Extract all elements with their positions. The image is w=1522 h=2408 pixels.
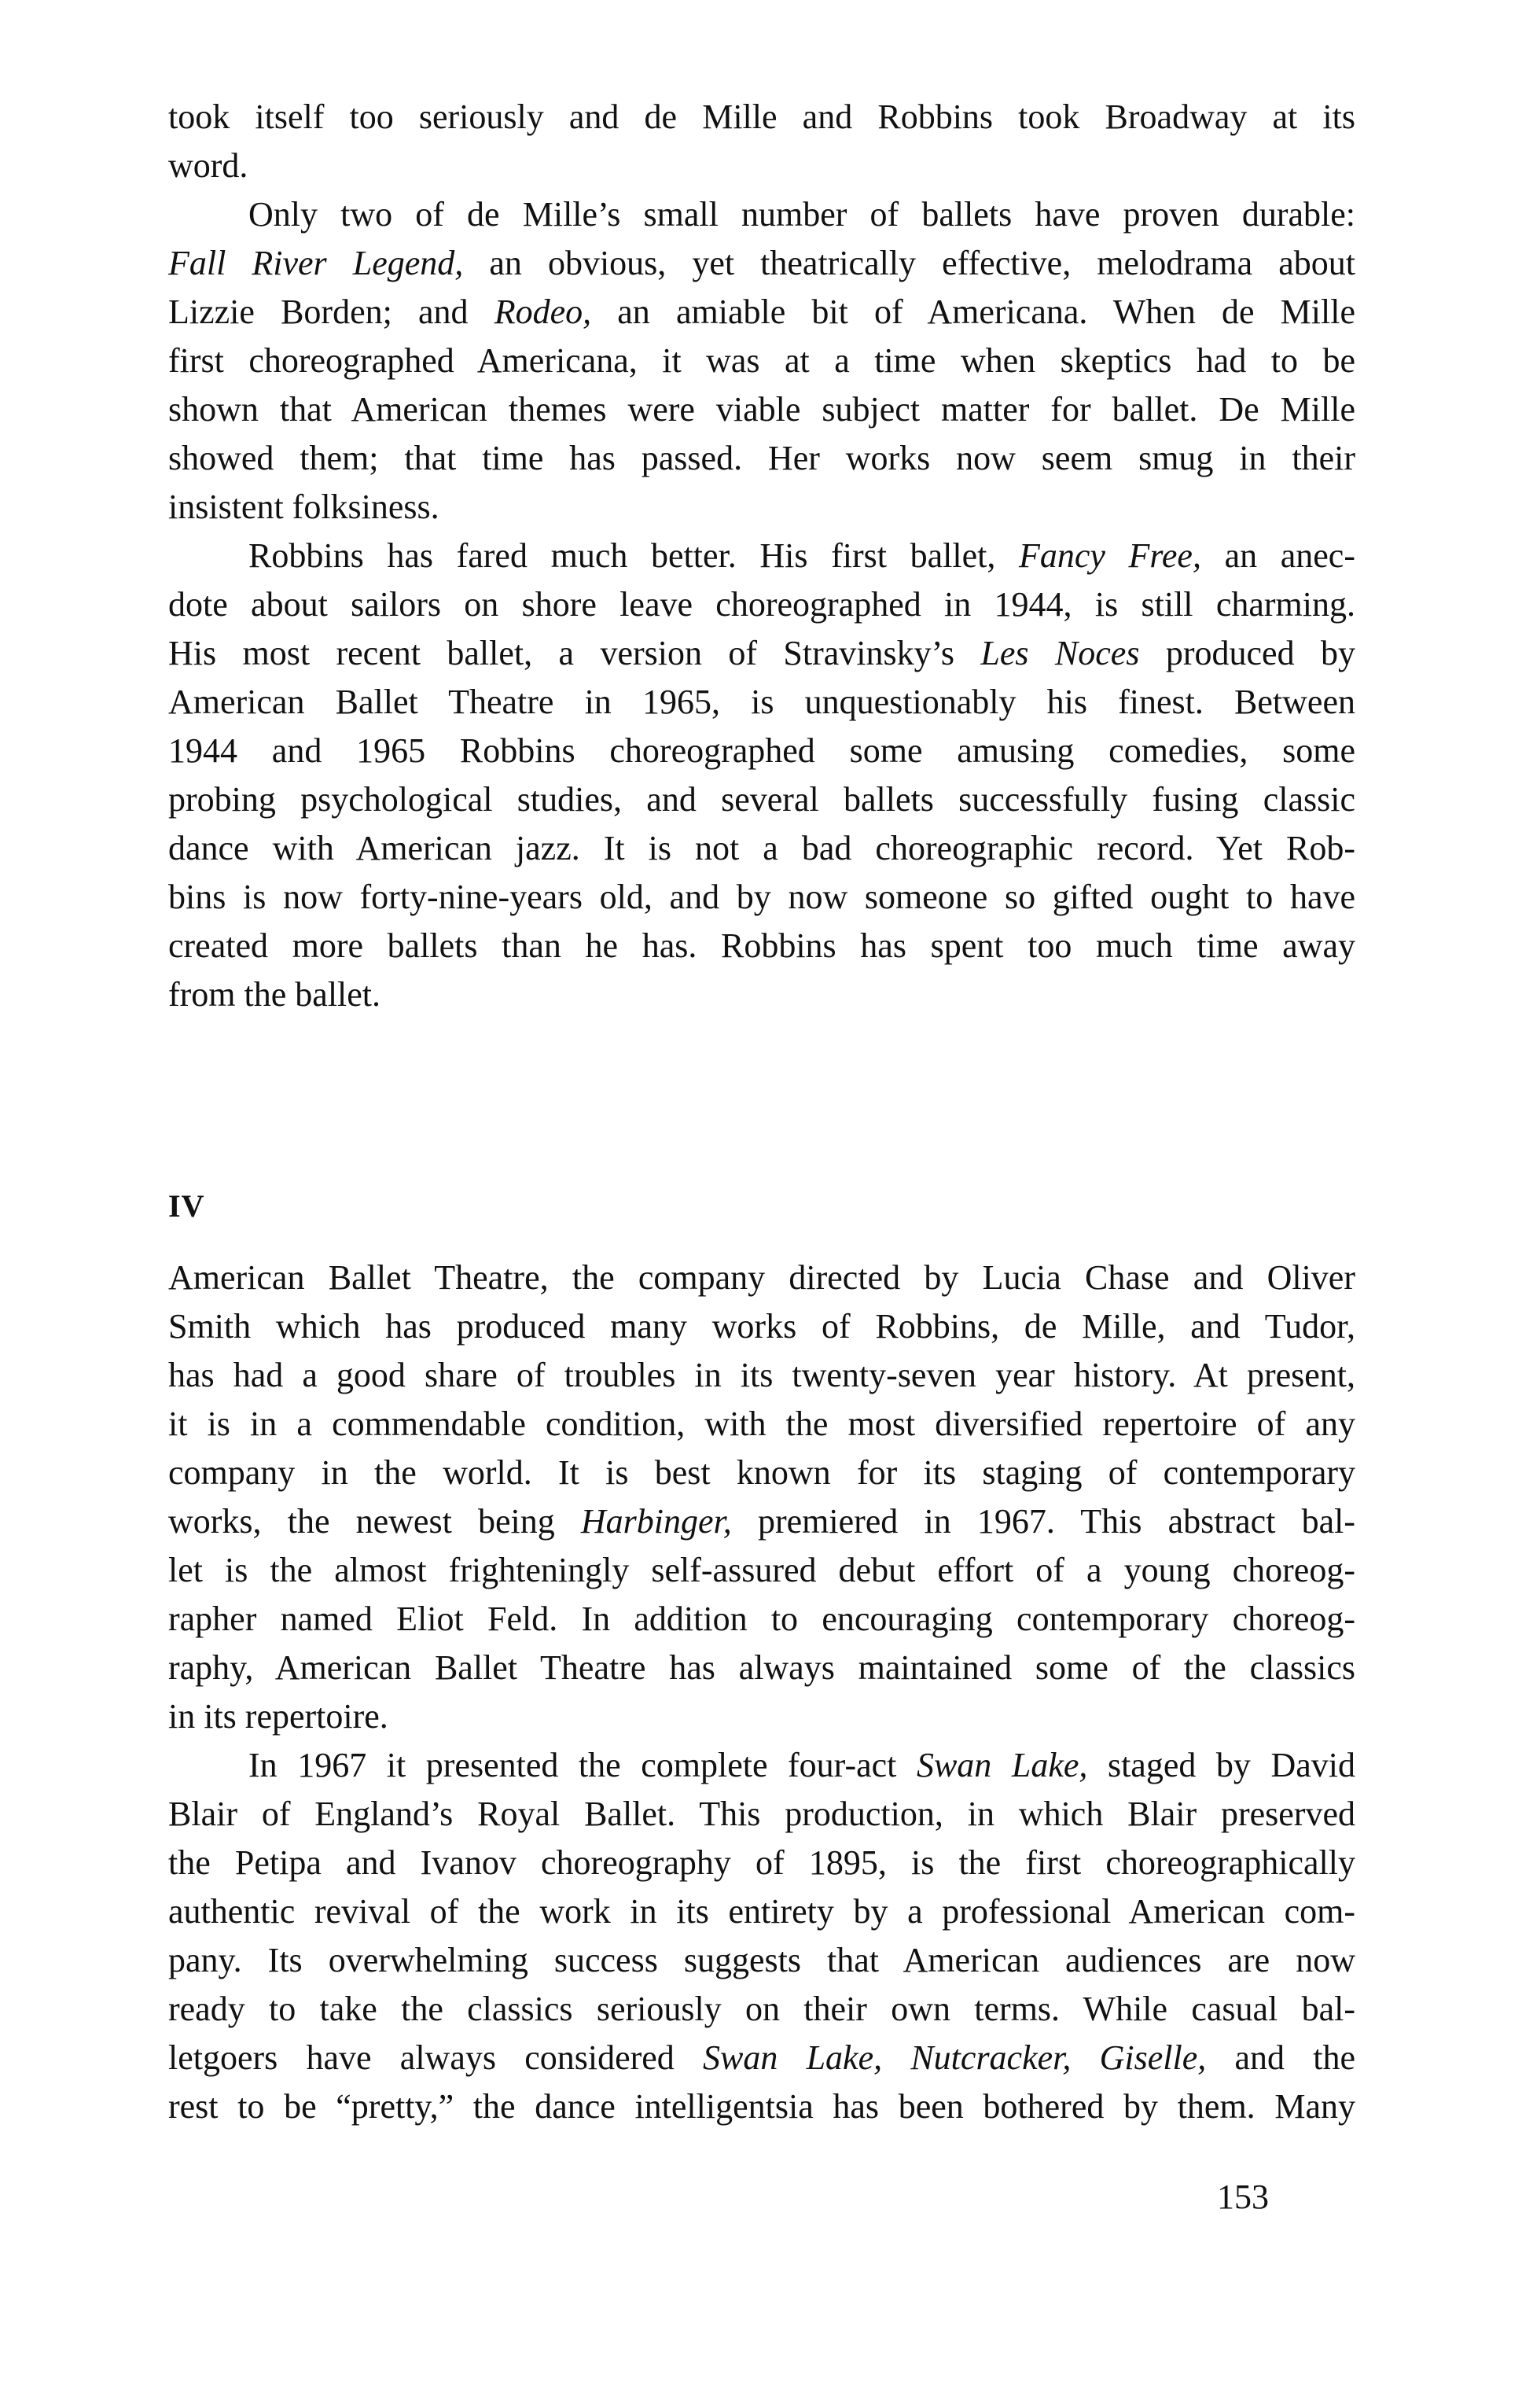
top-text-block bbox=[168, 93, 1355, 1019]
text-line bbox=[168, 1546, 1355, 1595]
text-line bbox=[168, 93, 1355, 142]
text-segment: His most recent ballet, a version of Stravinsky’s bbox=[168, 634, 981, 672]
text-line bbox=[168, 434, 1355, 483]
text-line bbox=[168, 1400, 1355, 1449]
text-segment: in its repertoire. bbox=[168, 1697, 388, 1736]
text-segment: rest to be “pretty,” the dance intelligentsia has been bothered by them. Many bbox=[168, 2087, 1355, 2126]
text-segment: from the ballet. bbox=[168, 975, 381, 1014]
text-segment: insistent folksiness. bbox=[168, 488, 439, 526]
text-segment: staged by David bbox=[1087, 1746, 1355, 1784]
text-segment: bins is now forty-nine-years old, and by now someone so gifted ought to have bbox=[168, 878, 1355, 916]
text-line bbox=[168, 1692, 1355, 1741]
text-line bbox=[168, 2034, 1355, 2082]
text-line bbox=[168, 678, 1355, 727]
text-segment: ready to take the classics seriously on their own terms. While casual bal- bbox=[168, 1990, 1355, 2028]
text-line bbox=[168, 775, 1355, 824]
text-segment: probing psychological studies, and several ballets successfully fusing classic bbox=[168, 780, 1355, 819]
text-segment: rapher named Eliot Feld. In addition to encouraging contemporary choreog- bbox=[168, 1600, 1355, 1638]
text-line bbox=[168, 580, 1355, 629]
text-line bbox=[168, 922, 1355, 970]
text-line bbox=[168, 1839, 1355, 1887]
text-line bbox=[168, 1790, 1355, 1839]
text-line bbox=[168, 1254, 1355, 1302]
text-segment: first choreographed Americana, it was at a time when skeptics had to be bbox=[168, 341, 1355, 380]
text-segment: Robbins has fared much better. His first ballet, bbox=[248, 536, 1019, 575]
text-segment: produced by bbox=[1139, 634, 1355, 672]
text-segment: an anec- bbox=[1200, 536, 1355, 575]
text-line bbox=[168, 1449, 1355, 1497]
text-line bbox=[168, 1741, 1355, 1790]
page-number: 153 bbox=[1217, 2178, 1269, 2216]
text-segment: Only two of de Mille’s small number of ballets have proven durable: bbox=[248, 195, 1355, 234]
text-line bbox=[168, 1887, 1355, 1936]
text-line bbox=[168, 190, 1355, 239]
text-line bbox=[168, 2082, 1355, 2131]
text-segment: American Ballet Theatre in 1965, is unquestionably his finest. Between bbox=[168, 683, 1355, 721]
italic-title: Swan Lake, bbox=[916, 1746, 1088, 1784]
italic-title: Les Noces bbox=[980, 634, 1140, 672]
text-segment: took itself too seriously and de Mille and Robbins took Broadway at its bbox=[168, 98, 1355, 136]
text-line bbox=[168, 239, 1355, 288]
bottom-text-block bbox=[168, 1254, 1355, 2131]
text-segment: pany. Its overwhelming success suggests that American audiences are now bbox=[168, 1941, 1355, 1979]
text-segment: letgoers have always considered bbox=[168, 2038, 704, 2077]
text-segment: Smith which has produced many works of Robbins, de Mille, and Tudor, bbox=[168, 1307, 1355, 1346]
text-segment: Lizzie Borden; and bbox=[168, 293, 494, 331]
text-segment: shown that American themes were viable subject matter for ballet. De Mille bbox=[168, 390, 1355, 429]
text-line bbox=[168, 142, 1355, 190]
text-segment: dance with American jazz. It is not a bad choreographic record. Yet Rob- bbox=[168, 829, 1355, 867]
text-segment: an obvious, yet theatrically effective, melodrama about bbox=[463, 244, 1355, 282]
section-heading: IV bbox=[168, 1188, 205, 1224]
text-segment: authentic revival of the work in its entirety by a professional American com- bbox=[168, 1892, 1355, 1931]
italic-title: Harbinger, bbox=[580, 1502, 732, 1541]
text-line bbox=[168, 288, 1355, 337]
text-segment: has had a good share of troubles in its twenty-seven year history. At present, bbox=[168, 1356, 1355, 1394]
text-line bbox=[168, 1351, 1355, 1400]
text-segment: created more ballets than he has. Robbins has spent too much time away bbox=[168, 926, 1355, 965]
text-line bbox=[168, 1302, 1355, 1351]
text-line bbox=[168, 1644, 1355, 1692]
italic-title: Fancy Free, bbox=[1018, 536, 1201, 575]
text-segment: let is the almost frighteningly self-assured debut effort of a young choreog- bbox=[168, 1551, 1355, 1589]
text-segment: it is in a commendable condition, with the most diversified repertoire of any bbox=[168, 1405, 1355, 1443]
text-segment: American Ballet Theatre, the company directed by Lucia Chase and Oliver bbox=[168, 1258, 1355, 1297]
text-line bbox=[168, 1936, 1355, 1985]
text-line bbox=[168, 1497, 1355, 1546]
text-line bbox=[168, 337, 1355, 385]
text-line bbox=[168, 1595, 1355, 1644]
text-segment: 1944 and 1965 Robbins choreographed some amusing comedies, some bbox=[168, 731, 1355, 770]
text-segment: raphy, American Ballet Theatre has always maintained some of the classics bbox=[168, 1648, 1355, 1687]
text-line bbox=[168, 727, 1355, 775]
text-segment: company in the world. It is best known for its staging of contemporary bbox=[168, 1453, 1355, 1492]
text-segment: In 1967 it presented the complete four-act bbox=[248, 1746, 917, 1784]
text-line bbox=[168, 970, 1355, 1019]
italic-title: Rodeo, bbox=[494, 293, 592, 331]
text-segment: showed them; that time has passed. Her works now seem smug in their bbox=[168, 439, 1355, 477]
text-segment: word. bbox=[168, 146, 248, 185]
text-line bbox=[168, 873, 1355, 922]
italic-title: Fall River Legend, bbox=[168, 244, 464, 282]
text-segment: dote about sailors on shore leave choreographed in 1944, is still charming. bbox=[168, 585, 1355, 624]
text-segment: an amiable bit of Americana. When de Mille bbox=[591, 293, 1356, 331]
text-line bbox=[168, 483, 1355, 532]
text-segment: the Petipa and Ivanov choreography of 1895, is the first choreographically bbox=[168, 1843, 1355, 1882]
text-segment: and the bbox=[1206, 2038, 1355, 2077]
text-segment: works, the newest being bbox=[168, 1502, 581, 1541]
text-segment: Blair of England’s Royal Ballet. This production, in which Blair preserved bbox=[168, 1795, 1355, 1833]
italic-title: Swan Lake, Nutcracker, Giselle, bbox=[703, 2038, 1207, 2077]
text-segment: premiered in 1967. This abstract bal- bbox=[731, 1502, 1355, 1541]
text-line bbox=[168, 532, 1355, 580]
text-line bbox=[168, 385, 1355, 434]
text-line bbox=[168, 629, 1355, 678]
text-line bbox=[168, 1985, 1355, 2034]
text-line bbox=[168, 824, 1355, 873]
